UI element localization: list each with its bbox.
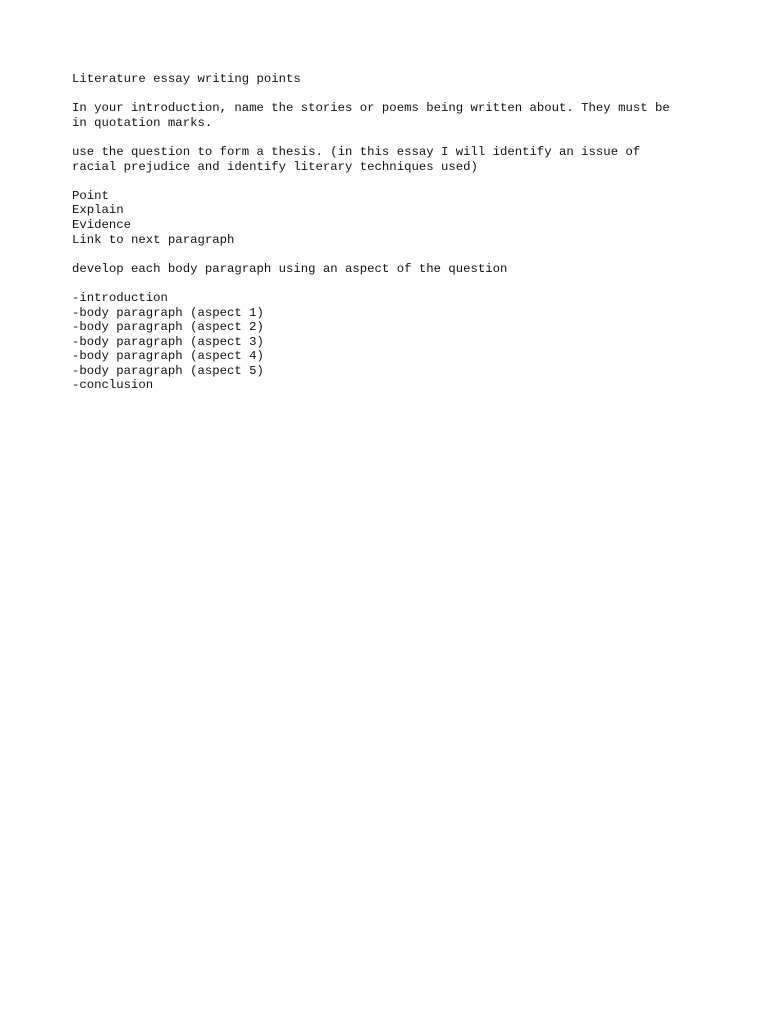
develop-line: develop each body paragraph using an aspect of the question bbox=[72, 261, 508, 276]
document-page bbox=[72, 72, 712, 408]
peel-list bbox=[72, 189, 712, 247]
peel-item: Link to next paragraph bbox=[72, 232, 235, 247]
peel-item: Point bbox=[72, 188, 109, 203]
thesis-paragraph bbox=[72, 145, 712, 174]
structure-item: -body paragraph (aspect 5) bbox=[72, 363, 264, 378]
structure-item: -body paragraph (aspect 1) bbox=[72, 305, 264, 320]
intro-line: in quotation marks. bbox=[72, 115, 213, 130]
structure-item: -body paragraph (aspect 4) bbox=[72, 349, 264, 364]
document-title-block bbox=[72, 72, 712, 87]
document-title: Literature essay writing points bbox=[72, 72, 301, 86]
intro-line: In your introduction, name the stories or poems being written about. They must be bbox=[72, 101, 670, 116]
peel-item: Evidence bbox=[72, 217, 132, 232]
intro-paragraph bbox=[72, 101, 712, 130]
develop-paragraph bbox=[72, 262, 712, 277]
structure-item: -introduction bbox=[72, 290, 168, 305]
peel-item: Explain bbox=[72, 203, 124, 218]
structure-item: -body paragraph (aspect 3) bbox=[72, 334, 264, 349]
structure-item: -body paragraph (aspect 2) bbox=[72, 320, 264, 335]
thesis-line: use the question to form a thesis. (in this essay I will identify an issue of bbox=[72, 144, 641, 159]
structure-item: -conclusion bbox=[72, 378, 154, 393]
structure-list bbox=[72, 291, 712, 393]
thesis-line: racial prejudice and identify literary techniques used) bbox=[72, 159, 478, 174]
